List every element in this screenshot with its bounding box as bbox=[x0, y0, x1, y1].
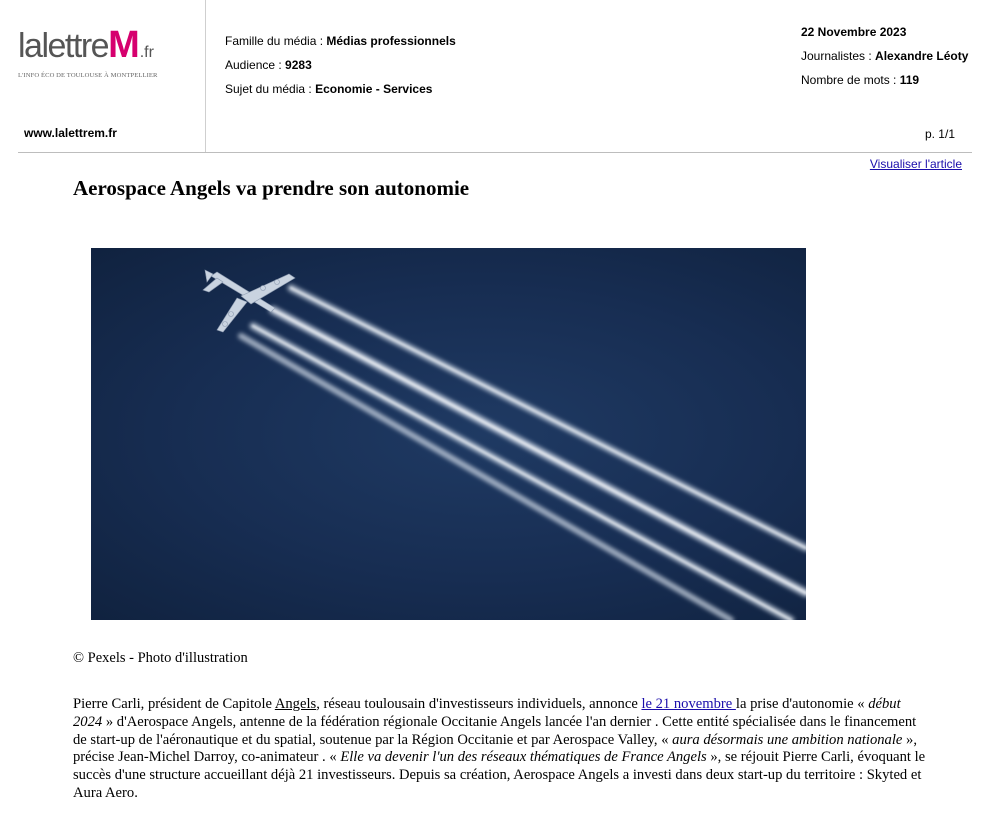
article-body: Pierre Carli, président de Capitole Angels, réseau toulousain d'investisseurs individuels, annonce le 21 novembre la prise d'autonomie « début 2024 » d'Aerospace Angels, antenne de la fédération régionale Occitanie Angels lancée l'an dernier . Cette entité spécialisée dans le financement de start-up de l'aéronautique et du spatial, soutenue par la Région Occitanie et par Aerospace Valley, « aura désormais une ambition nationale », précise Jean-Michel Darroy, co-animateur . « Elle va devenir l'un des réseaux thématiques de France Angels », se réjouit Pierre Carli, évoquant le succès d'une structure accueillant déjà 21 investisseurs. Depuis sa création, Aerospace Angels a investi dans deux start-up du territoire : Skyted et Aura Aero. bbox=[73, 696, 926, 801]
angels-underlined: Angels bbox=[274, 696, 317, 712]
article-word-count: Nombre de mots : 119 bbox=[801, 73, 920, 87]
article-journalists: Journalistes : Alexandre Léoty bbox=[801, 49, 969, 63]
logo-wordmark: lalettreM.fr bbox=[18, 24, 154, 66]
media-info bbox=[225, 29, 456, 101]
logo-tagline: L'INFO ÉCO DE TOULOUSE À MONTPELLIER bbox=[18, 72, 158, 79]
article-photo bbox=[91, 248, 806, 620]
header-bottom-rule bbox=[18, 152, 972, 153]
photo-caption: © Pexels - Photo d'illustration bbox=[73, 650, 248, 666]
media-audience: Audience : 9283 bbox=[225, 58, 312, 72]
site-url: www.lalettrem.fr bbox=[24, 126, 117, 140]
date-link[interactable]: le 21 novembre bbox=[641, 696, 736, 712]
article-info bbox=[801, 20, 971, 92]
article-date: 22 Novembre 2023 bbox=[801, 25, 907, 39]
page-number: p. 1/1 bbox=[924, 127, 955, 141]
media-subject: Sujet du média : Economie - Services bbox=[225, 82, 433, 96]
media-family: Famille du média : Médias professionnels bbox=[225, 34, 456, 48]
header-divider bbox=[205, 0, 206, 153]
article-title: Aerospace Angels va prendre son autonomie bbox=[73, 176, 470, 200]
media-logo bbox=[18, 24, 198, 88]
airplane-contrails-image bbox=[91, 248, 806, 620]
view-article-link[interactable]: Visualiser l'article bbox=[869, 157, 962, 171]
document-header bbox=[0, 0, 990, 153]
